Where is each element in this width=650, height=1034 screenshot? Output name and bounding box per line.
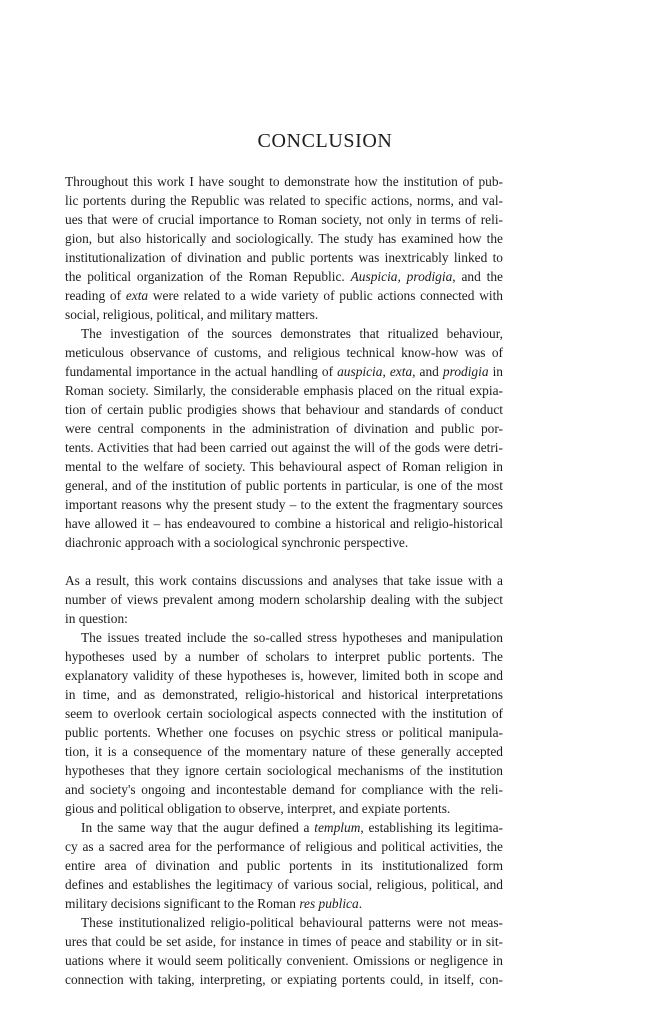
paragraph-3: [65, 571, 503, 628]
text-line: ues that were of crucial importance to Roman society, not only in terms of reli-: [65, 212, 503, 227]
text-line: tion of certain public prodigies shows that behaviour and standards of conduct: [65, 402, 503, 417]
text-line: reading of exta were related to a wide variety of public actions connected with: [65, 288, 503, 303]
text-line: explanatory validity of these hypotheses is, however, limited both in scope and: [65, 668, 503, 683]
chapter-title: CONCLUSION: [257, 130, 393, 152]
text-line: The issues treated include the so-called stress hypotheses and manipulation: [81, 630, 503, 645]
text-line: lic portents during the Republic was related to specific actions, norms, and val-: [65, 193, 503, 208]
text-line: The investigation of the sources demonstrates that ritualized behaviour,: [81, 326, 503, 341]
text-line: In the same way that the augur defined a templum, establishing its legitima-: [81, 820, 503, 835]
section-break: [65, 552, 503, 571]
text-line: hypotheses that they ignore certain sociological mechanisms of the institution: [65, 763, 503, 778]
text-line: tents. Activities that had been carried out against the will of the gods were detri-: [65, 440, 503, 455]
text-line: defines and establishes the legitimacy of various social, religious, political, and: [65, 877, 503, 892]
text-line: gion, but also historically and sociologically. The study has examined how the: [65, 231, 503, 246]
text-line: diachronic approach with a sociological synchronic perspective.: [65, 535, 409, 550]
text-line: important reasons why the present study – to the extent the fragmentary sources: [65, 497, 503, 512]
text-line: the political organization of the Roman Republic. Auspicia, prodigia, and the: [65, 269, 503, 284]
text-line: These institutionalized religio-political behavioural patterns were not meas-: [81, 915, 503, 930]
chapter-body: [65, 172, 503, 989]
paragraph-2: [65, 324, 503, 552]
text-line: institutionalization of divination and public portents was inextricably linked to: [65, 250, 503, 265]
text-line: gious and political obligation to observe, interpret, and expiate portents.: [65, 801, 451, 816]
text-line: hypotheses used by a number of scholars to interpret public portents. The: [65, 649, 503, 664]
text-line: number of views prevalent among modern scholarship dealing with the subject: [65, 592, 503, 607]
paragraph-6: [65, 913, 503, 989]
text-line: military decisions significant to the Roman res publica.: [65, 896, 363, 911]
text-line: connection with taking, interpreting, or expiating portents could, in itself, con-: [65, 972, 503, 987]
text-line: social, religious, political, and military matters.: [65, 307, 319, 322]
text-line: entire area of divination and public portents in its institutionalized form: [65, 858, 503, 873]
text-line: seem to overlook certain sociological aspects connected with the institution of: [65, 706, 503, 721]
text-line: have allowed it – has endeavoured to combine a historical and religio-historical: [65, 516, 503, 531]
text-line: uations where it would seem politically convenient. Omissions or negligence in: [65, 953, 503, 968]
text-line: cy as a sacred area for the performance of religious and political activities, the: [65, 839, 503, 854]
text-line: fundamental importance in the actual handling of auspicia, exta, and prodigia in: [65, 364, 503, 379]
paragraph-4: [65, 628, 503, 818]
text-line: tion, it is a consequence of the momentary nature of these generally accepted: [65, 744, 503, 759]
text-line: were central components in the administration of divination and public por-: [65, 421, 503, 436]
text-line: and society's ongoing and incontestable demand for compliance with the reli-: [65, 782, 503, 797]
text-line: in time, and as demonstrated, religio-historical and historical interpretations: [65, 687, 503, 702]
text-line: As a result, this work contains discussions and analyses that take issue with a: [65, 573, 503, 588]
text-line: meticulous observance of customs, and religious technical know-how was of: [65, 345, 503, 360]
paragraph-1: [65, 172, 503, 324]
text-line: general, and of the institution of public portents in particular, is one of the most: [65, 478, 503, 493]
text-line: Throughout this work I have sought to demonstrate how the institution of pub-: [65, 174, 503, 189]
text-line: ures that could be set aside, for instance in times of peace and stability or in sit-: [65, 934, 503, 949]
text-line: public portents. Whether one focuses on psychic stress or political manipula-: [65, 725, 503, 740]
text-line: Roman society. Similarly, the considerable emphasis placed on the ritual expia-: [65, 383, 503, 398]
paragraph-5: [65, 818, 503, 913]
text-line: mental to the welfare of society. This behavioural aspect of Roman religion in: [65, 459, 503, 474]
text-line: in question:: [65, 611, 128, 626]
